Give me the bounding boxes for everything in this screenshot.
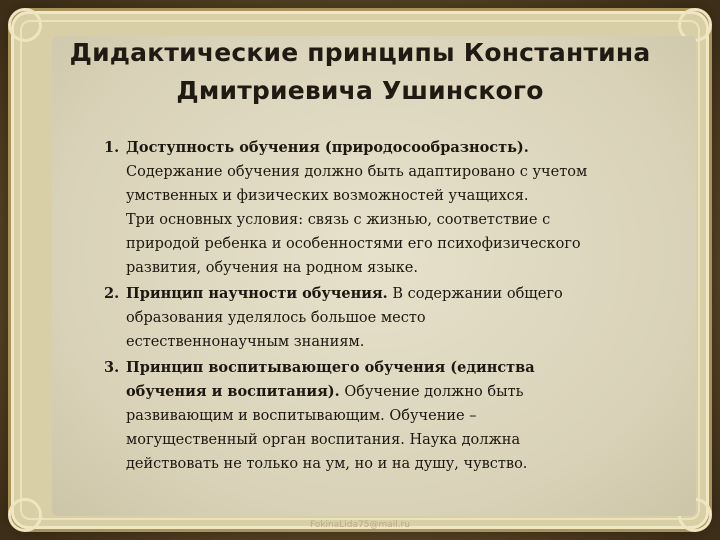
principle-line — [126, 232, 624, 256]
principle-line — [126, 428, 624, 452]
principle-line — [126, 380, 624, 404]
principle-text: образования уделялось большое место — [126, 310, 426, 326]
principle-line — [126, 160, 624, 184]
principle-line — [126, 306, 624, 330]
principle-line — [126, 356, 624, 380]
principle-heading: Принцип научности обучения. — [126, 285, 388, 302]
principle-heading: Принцип воспитывающего обучения (единства — [126, 359, 535, 376]
principle-line — [126, 404, 624, 428]
principle-item — [104, 356, 624, 476]
principle-item — [104, 282, 624, 354]
corner-ornament-icon — [8, 8, 42, 42]
principle-text: Содержание обучения должно быть адаптировано с учетом — [126, 164, 588, 180]
principle-number: 1. — [104, 139, 120, 156]
watermark: FokinaLida75@mail.ru — [309, 520, 411, 530]
principles-list — [104, 136, 624, 478]
principle-line — [126, 282, 624, 306]
principle-text: могущественный орган воспитания. Наука должна — [126, 432, 521, 448]
principle-line — [126, 452, 624, 476]
principle-line — [126, 256, 624, 280]
principle-heading: обучения и воспитания). — [126, 383, 340, 400]
principle-line — [126, 208, 624, 232]
principle-text: умственных и физических возможностей учащихся. — [126, 188, 529, 204]
principle-text: развивающим и воспитывающим. Обучение – — [126, 408, 477, 424]
principle-item — [104, 136, 624, 280]
title-line-1: Дидактические принципы Константина — [69, 38, 651, 67]
principle-number: 2. — [104, 285, 120, 302]
principle-line — [126, 136, 624, 160]
slide-title — [38, 34, 682, 110]
principle-text: Три основных условия: связь с жизнью, соответствие с — [126, 212, 551, 228]
title-line-2: Дмитриевича Ушинского — [176, 76, 544, 105]
principle-line — [126, 330, 624, 354]
principle-number: 3. — [104, 359, 120, 376]
principle-text: развития, обучения на родном языке. — [126, 260, 418, 276]
principle-text: естественнонаучным знаниям. — [126, 334, 365, 350]
principle-line — [126, 184, 624, 208]
principle-text: Обучение должно быть — [339, 384, 524, 400]
principle-text: В содержании общего — [387, 286, 563, 302]
principle-text: действовать не только на ум, но и на душу, чувство. — [126, 456, 528, 472]
principle-text: природой ребенка и особенностями его психофизического — [126, 236, 581, 252]
principle-heading: Доступность обучения (природосообразность). — [126, 139, 529, 156]
